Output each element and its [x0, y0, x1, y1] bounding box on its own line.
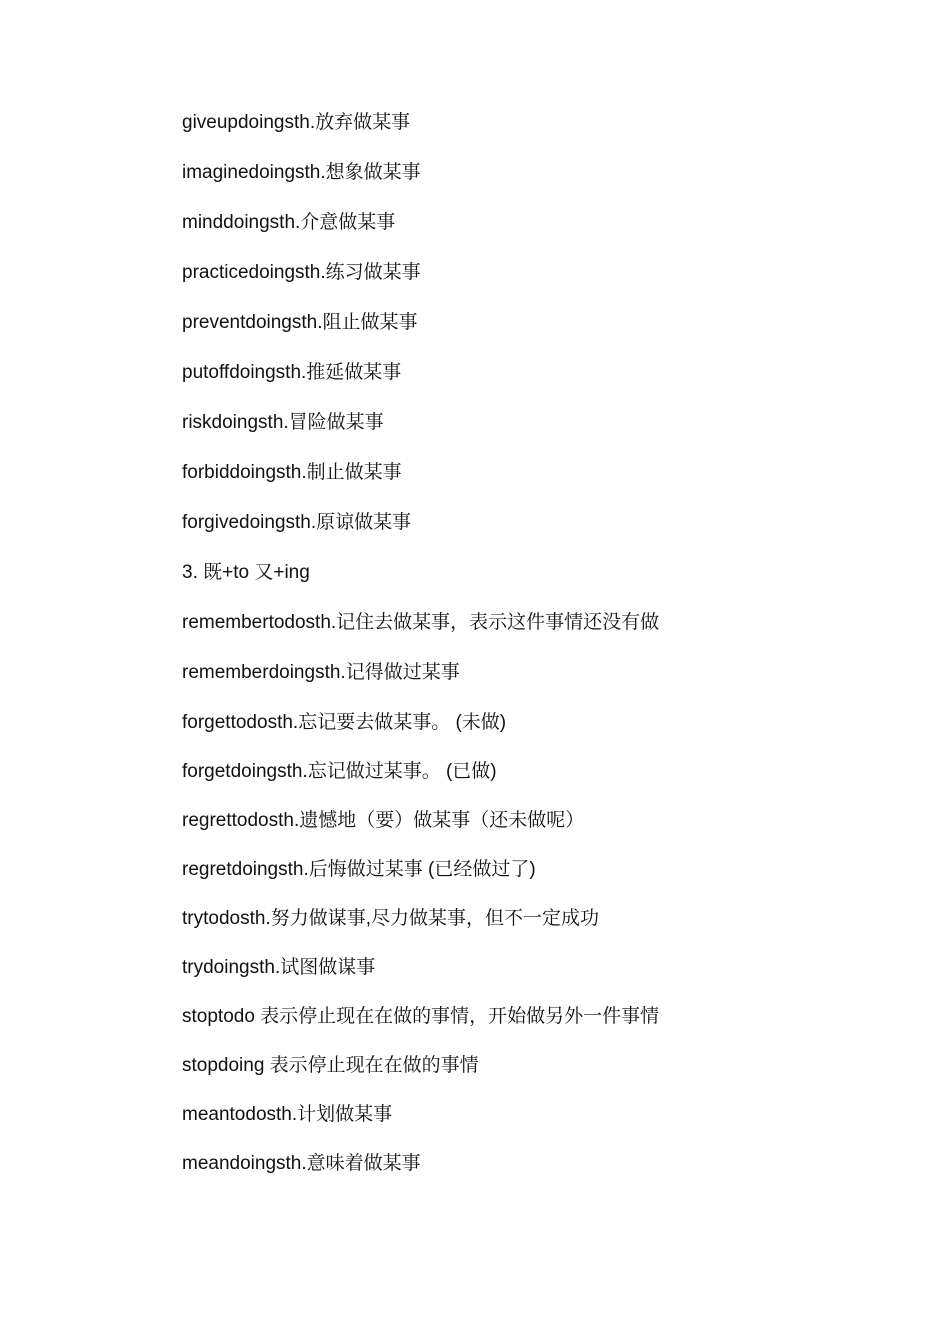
text-line: meantodosth.计划做某事: [182, 1104, 393, 1125]
text-line: forgivedoingsth.原谅做某事: [182, 512, 412, 533]
text-line: stoptodo 表示停止现在在做的事情，开始做另外一件事情: [182, 1006, 660, 1027]
text-line: forgettodosth.忘记要去做某事。 (未做): [182, 712, 507, 733]
text-line: remembertodosth.记住去做某事，表示这件事情还没有做: [182, 612, 660, 633]
text-line: practicedoingsth.练习做某事: [182, 262, 421, 283]
text-line: imaginedoingsth.想象做某事: [182, 162, 421, 183]
text-line: forbiddoingsth.制止做某事: [182, 462, 402, 483]
text-line: stopdoing 表示停止现在在做的事情: [182, 1055, 479, 1076]
document-body: [182, 108, 822, 1198]
text-line: meandoingsth.意味着做某事: [182, 1153, 421, 1174]
text-line: regrettodosth.遗憾地（要）做某事（还未做呢）: [182, 810, 585, 831]
text-line: preventdoingsth.阻止做某事: [182, 312, 418, 333]
text-line: trytodosth.努力做谋事,尽力做某事，但不一定成功: [182, 908, 599, 929]
text-line: regretdoingsth.后悔做过某事 (已经做过了): [182, 859, 536, 880]
text-line: giveupdoingsth.放弃做某事: [182, 112, 411, 133]
text-line: putoffdoingsth.推延做某事: [182, 362, 402, 383]
text-line: riskdoingsth.冒险做某事: [182, 412, 384, 433]
text-line: trydoingsth.试图做谋事: [182, 957, 376, 978]
section-heading: 3. 既+to 又+ing: [182, 562, 310, 583]
text-line: minddoingsth.介意做某事: [182, 212, 396, 233]
text-line: forgetdoingsth.忘记做过某事。 (已做): [182, 761, 497, 782]
text-line: rememberdoingsth.记得做过某事: [182, 662, 460, 683]
